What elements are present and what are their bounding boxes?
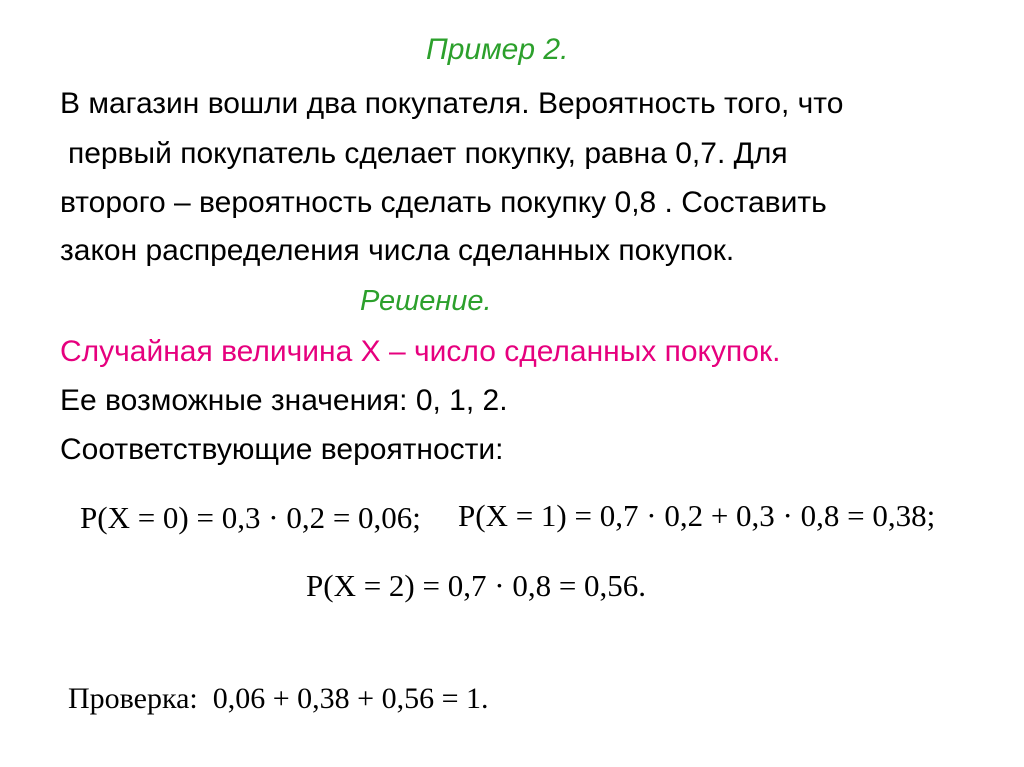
problem-line-3: второго – вероятность сделать покупку 0,8 . Составить bbox=[60, 186, 827, 219]
solution-heading: Решение. bbox=[360, 285, 492, 317]
random-variable-definition: Случайная величина X – число сделанных покупок. bbox=[60, 335, 781, 368]
slide-title: Пример 2. bbox=[426, 33, 569, 66]
formula-p0: P(X = 0) = 0,3 · 0,2 = 0,06; bbox=[80, 500, 421, 535]
formula-p2: P(X = 2) = 0,7 · 0,8 = 0,56. bbox=[306, 568, 647, 603]
possible-values: Ее возможные значения: 0, 1, 2. bbox=[60, 384, 508, 417]
verification-line: Проверка: 0,06 + 0,38 + 0,56 = 1. bbox=[68, 682, 489, 715]
problem-line-4: закон распределения числа сделанных покупок. bbox=[60, 234, 735, 267]
probabilities-heading: Соответствующие вероятности: bbox=[60, 433, 504, 466]
problem-line-1: В магазин вошли два покупателя. Вероятность того, что bbox=[60, 87, 844, 120]
formula-p1: P(X = 1) = 0,7 · 0,2 + 0,3 · 0,8 = 0,38; bbox=[458, 498, 936, 533]
problem-line-2: первый покупатель сделает покупку, равна 0,7. Для bbox=[68, 137, 788, 170]
